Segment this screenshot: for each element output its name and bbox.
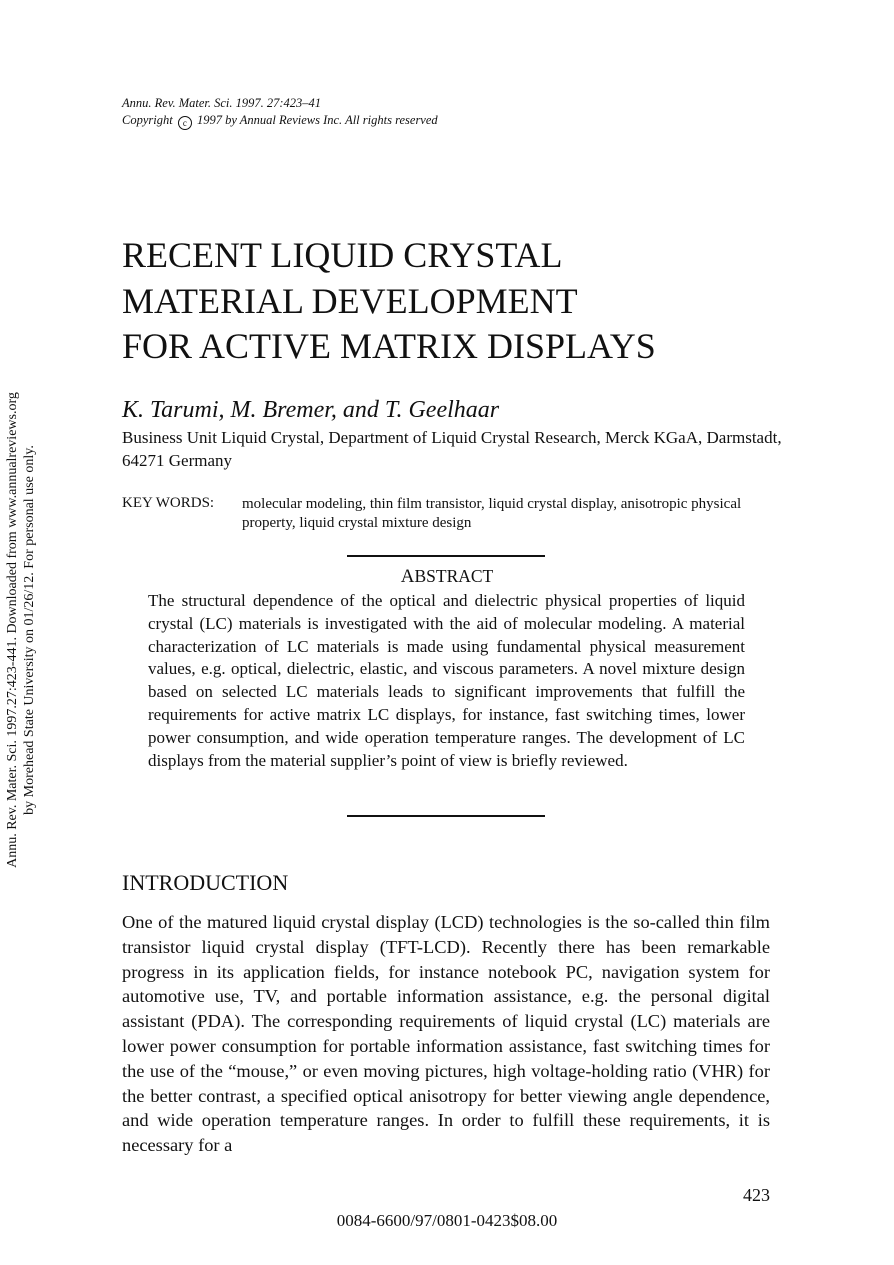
copyright-prefix: Copyright xyxy=(122,113,173,127)
watermark-line-1: Annu. Rev. Mater. Sci. 1997.27:423-441. Downloaded from www.annualreviews.org xyxy=(5,392,20,868)
article-code: 0084-6600/97/0801-0423$08.00 xyxy=(336,1211,558,1230)
copyright-text: 1997 by Annual Reviews Inc. All rights reserved xyxy=(196,113,438,127)
article-authors: K. Tarumi, M. Bremer, and T. Geelhaar xyxy=(122,397,500,423)
abstract-heading xyxy=(0,566,894,588)
abstract-bottom-rule xyxy=(347,815,545,817)
keywords-list: molecular modeling, thin film transistor, liquid crystal display, anisotropic physical property, liquid crystal mixture design xyxy=(242,496,742,531)
abstract-heading-initial: A xyxy=(400,566,415,587)
page-number: 423 xyxy=(743,1185,770,1205)
journal-header xyxy=(122,95,438,130)
abstract-heading-rest: BSTRACT xyxy=(414,566,494,586)
title-line: RECENT LIQUID CRYSTAL xyxy=(122,235,563,275)
article-title xyxy=(122,233,656,370)
abstract-top-rule xyxy=(347,555,545,557)
journal-citation: Annu. Rev. Mater. Sci. 1997. 27:423–41 xyxy=(122,96,322,110)
watermark-line-2: by Morehead State University on 01/26/12. For personal use only. xyxy=(22,445,37,815)
introduction-paragraph: One of the matured liquid crystal display (LCD) technologies is the so-called thin film transistor liquid crystal display (TFT-LCD). Recently there has been remarkable progress in its application fields, for instance notebook PC, navigation system for automotive use, TV, and portable information assistance, e.g. the personal digital assistant (PDA). The corresponding requirements of liquid crystal (LC) materials are lower power consumption for portable information assistance, fast switching times for the use of the “mouse,” or even moving pictures, high voltage-holding ratio (VHR) for the better contrast, a specified optical anisotropy for better viewing angle dependence, and wide operation temperature ranges. In order to fulfill these requirements, it is necessary for a xyxy=(122,912,770,1156)
abstract-text: The structural dependence of the optical and dielectric physical properties of liquid crystal (LC) materials is investigated with the aid of molecular modeling. A material characterization of LC materials is made using fundamental physical measurement values, e.g. optical, dielectric, elastic, and viscous parameters. A novel mixture design based on selected LC materials leads to significant improvements that fulfill the requirements for active matrix LC displays, for instance, fast switching times, lower power consumption, and wide operation temperature ranges. The development of LC displays from the material supplier’s point of view is briefly reviewed. xyxy=(148,591,745,770)
title-line: FOR ACTIVE MATRIX DISPLAYS xyxy=(122,326,656,366)
copyright-icon: c xyxy=(178,116,192,130)
copyright-line xyxy=(122,112,438,130)
keywords-label: KEY WORDS: xyxy=(122,495,215,511)
download-watermark xyxy=(4,345,38,915)
title-line: MATERIAL DEVELOPMENT xyxy=(122,280,578,321)
section-heading-introduction: INTRODUCTION xyxy=(122,870,289,895)
author-affiliation: Business Unit Liquid Crystal, Department of Liquid Crystal Research, Merck KGaA, Darmstadt, 64271 Germany xyxy=(122,428,782,470)
